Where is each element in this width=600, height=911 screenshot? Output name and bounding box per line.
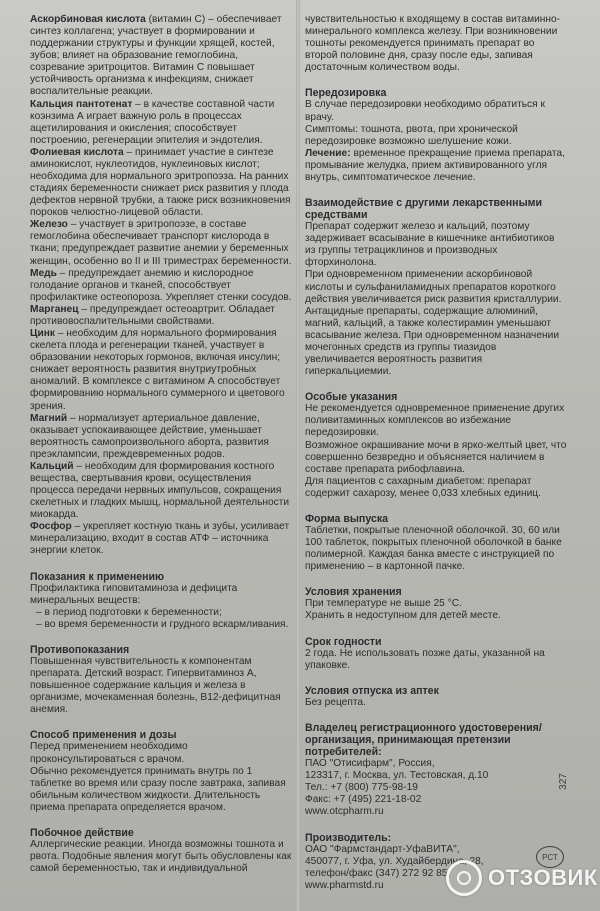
paragraph	[30, 99, 292, 147]
section-heading: Противопоказания	[30, 643, 130, 656]
paragraph	[305, 598, 567, 610]
otzovik-logo-icon	[446, 860, 482, 896]
paragraph-text: www.pharmstd.ru	[305, 879, 384, 891]
paragraph	[305, 525, 567, 573]
term-label: Железо	[30, 219, 68, 231]
right-column	[305, 14, 567, 892]
section-gap	[305, 573, 567, 580]
watermark	[446, 862, 598, 894]
list-item: – в период подготовки к беременности;	[36, 606, 222, 618]
paragraph-text: Обычно рекомендуется принимать внутрь по 1 таблетке во время или сразу после завтрака, запивая обильным количеством жидкости. Длительность приема препарата определяется врачом.	[30, 765, 286, 813]
paragraph	[30, 219, 292, 267]
paragraph	[30, 147, 292, 219]
paragraph	[305, 806, 567, 818]
term-label: Медь	[30, 267, 57, 279]
paragraph-text: Профилактика гиповитаминоза и дефицита минеральных веществ:	[30, 582, 238, 606]
paragraph-text: – предупреждает остеоартрит. Обладает противовоспалительными свойствами.	[30, 303, 275, 327]
paragraph	[305, 476, 567, 500]
term-label: Марганец	[30, 303, 79, 315]
watermark-text: ОТЗОВИК	[488, 865, 598, 890]
paragraph-text: (витамин С) – обеспечивает синтез коллагена; участвует в формировании и поддержании структуры и функции хрящей, костей, зубов; влияет на образование гемоглобина, созревание эритроцитов. Витамин С повышает устойчивость организма к инфекциям, снижает воспалительные реакции.	[30, 14, 282, 98]
term-label: Магний	[30, 412, 68, 424]
paragraph-text: 2 года. Не использовать позже даты, указанной на упаковке.	[305, 647, 545, 671]
page-number: 327	[557, 773, 569, 790]
paragraph-text: Перед применением необходимо проконсультироваться с врачом.	[30, 741, 188, 765]
paragraph-text: Без рецепта.	[305, 696, 366, 708]
paragraph-text: Тел.: +7 (800) 775-98-19	[305, 782, 418, 794]
section-heading: Побочное действие	[30, 826, 134, 839]
term-label: Кальция пантотенат	[30, 98, 133, 110]
paragraph-text: ПАО "Отисифарм", Россия,	[305, 758, 435, 770]
paragraph	[305, 770, 567, 782]
term-label: Фолиевая кислота	[30, 146, 124, 158]
paragraph-text: 450077, г. Уфа, ул. Худайбердина, 28,	[305, 855, 484, 867]
section-heading: Способ применения и дозы	[30, 729, 177, 742]
term-label: Аскорбиновая кислота	[30, 14, 146, 25]
left-column	[30, 14, 292, 875]
paragraph	[30, 839, 292, 875]
section-gap	[30, 631, 292, 638]
paragraph-text: – необходим для нормального формирования скелета плода и регенерации тканей, участвует в образовании некоторых гормонов, включая инсулин; снижает вероятность развития внутриутробных аномалий. В комплексе с витамином А способствует формированию нормального суммерного и цветового зрения.	[30, 328, 285, 412]
paragraph	[305, 14, 567, 74]
paragraph-text: Для пациентов с сахарным диабетом: препарат содержит сахарозу, менее 0,033 хлебных единиц.	[305, 475, 541, 499]
section-heading: Срок годности	[305, 635, 382, 648]
paragraph-text: – участвует в эритропоэзе, в составе гемоглобина обеспечивает транспорт кислорода в ткани; предупреждает развитие анемии у беременных женщин, особенно во II и III триместрах беременности.	[30, 219, 292, 267]
paragraph	[30, 268, 292, 304]
paragraph-text: Симптомы: тошнота, рвота, при хронической передозировке возможно шелушение кожи.	[305, 123, 518, 147]
paragraph-text: – укрепляет костную ткань и зубы, усиливает минерализацию, входит в состав АТФ – источника энергии клеток.	[30, 521, 290, 557]
term-label: Лечение:	[305, 147, 351, 159]
paragraph-text: В случае передозировки необходимо обратиться к врачу.	[305, 99, 545, 123]
paragraph-text: телефон/факс (347) 272 92 85,	[305, 867, 451, 879]
paragraph-text: При одновременном применении аскорбиновой кислоты и сульфаниламидных препаратов короткого действия увеличивается риск развития кристаллурии.	[305, 269, 562, 305]
paragraph-text: ОАО "Фармстандарт-УфаВИТА",	[305, 843, 460, 855]
section-heading: Условия отпуска из аптек	[305, 684, 439, 697]
paragraph-text: чувствительностью к входящему в состав витаминно-минерального комплекса железу. При возникновении тошноты рекомендуется принимать препарат во второй половине дня, сразу после еды, запивая достаточным количеством воды.	[305, 14, 561, 74]
paper-fold	[296, 0, 300, 911]
section-heading: Владелец регистрационного удостоверения/организация, принимающая претензии потребителей:	[305, 721, 542, 759]
section-gap	[30, 558, 292, 565]
paragraph	[30, 461, 292, 521]
paragraph	[305, 148, 567, 184]
paragraph	[305, 697, 567, 709]
paragraph-text: Факс: +7 (495) 221-18-02	[305, 794, 422, 806]
paragraph	[30, 521, 292, 557]
paragraph	[30, 304, 292, 328]
paragraph-text: временное прекращение приема препарата, промывание желудка, прием активированного угля внутрь, симптоматическое лечение.	[305, 147, 565, 183]
paragraph-text: При температуре не выше 25 °С.	[305, 598, 462, 610]
section-heading: Показания к применению	[30, 570, 165, 583]
paragraph	[305, 403, 567, 439]
paragraph	[30, 656, 292, 716]
paragraph	[305, 99, 567, 123]
paragraph	[30, 413, 292, 461]
paragraph-text: – предупреждает анемию и кислородное голодание органов и тканей, способствует профилактике остеопороза. Укрепляет стенки сосудов.	[30, 267, 292, 303]
paragraph	[305, 758, 567, 770]
paragraph	[305, 124, 567, 148]
section-heading: Производитель:	[305, 831, 392, 844]
paragraph-text: – нормализует артериальное давление, оказывает успокаивающее действие, уменьшает вероятность самопроизвольного аборта, развития преэклампсии, преждевременных родов.	[30, 412, 269, 460]
term-label: Фосфор	[30, 521, 72, 533]
section-heading: Условия хранения	[305, 586, 402, 599]
paragraph	[305, 844, 567, 856]
paragraph-text: Аллергические реакции. Иногда возможны тошнота и рвота. Подобные явления могут быть обусловлены как самой беременностью, так и индивидуальной	[30, 839, 292, 875]
paragraph	[305, 794, 567, 806]
section-gap	[305, 819, 567, 826]
section-gap	[305, 709, 567, 716]
paragraph-text: www.otcpharm.ru	[305, 806, 384, 818]
paragraph	[30, 14, 292, 99]
section-heading: Передозировка	[305, 87, 387, 100]
paragraph-text: Хранить в недоступном для детей месте.	[305, 610, 501, 622]
section-gap	[305, 672, 567, 679]
section-heading: Особые указания	[305, 391, 398, 404]
paragraph	[305, 610, 567, 622]
paragraph-text: – принимает участие в синтезе аминокислот, нуклеотидов, нуклеиновых кислот; необходима для нормального эритропоэза. На ранних стадиях беременности снижает риск развития у плода дефектов нервной трубки, а также риск возникновения пороков челюстно-лицевой области.	[30, 146, 291, 219]
section-gap	[305, 500, 567, 507]
section-gap	[305, 74, 567, 81]
paragraph-text: Препарат содержит железо и кальций, поэтому задерживает всасывание в кишечнике антибиотиков из группы тетрациклинов и производных фторхинолона.	[305, 221, 555, 269]
paragraph-text: Антацидные препараты, содержащие алюминий, магний, кальций, а также колестирамин уменьшают всасывание железа. При одновременном назначении мочегонных средств из группы тиазидов увеличивается вероятность развития гиперкальциемии.	[305, 305, 560, 378]
paragraph-text: – необходим для формирования костного вещества, свертывания крови, осуществления процесса передачи нервных импульсов, сокращения скелетных и гладких мышц, нормальной деятельности миокарда.	[30, 460, 290, 521]
paragraph	[305, 306, 567, 378]
list-item: – во время беременности и грудного вскармливания.	[36, 618, 289, 630]
paragraph	[30, 583, 292, 607]
term-label: Цинк	[30, 328, 55, 340]
paragraph	[305, 269, 567, 305]
paragraph-text: Возможное окрашивание мочи в ярко-желтый цвет, что совершенно безвредно и объясняется наличием в составе препарата рибофлавина.	[305, 439, 567, 475]
section-heading: Форма выпуска	[305, 512, 389, 525]
paragraph	[305, 648, 567, 672]
paragraph	[30, 766, 292, 814]
paragraph-text: Таблетки, покрытые пленочной оболочкой. 30, 60 или 100 таблеток, покрытых пленочной оболочкой в банке полимерной. Каждая банка вместе с инструкцией по применению – в картонной пачке.	[305, 524, 562, 573]
paragraph	[305, 440, 567, 476]
paragraph-text: – в качестве составной части коэнзима А играет важную роль в процессах ацетилирования и окисления; способствует построению, регенерации эпителия и эндотелия.	[30, 98, 275, 146]
paragraph	[305, 221, 567, 269]
section-heading: Взаимодействие с другими лекарственными средствами	[305, 197, 542, 222]
section-gap	[305, 623, 567, 630]
section-gap	[305, 378, 567, 385]
paragraph	[30, 328, 292, 413]
paragraph-text: Не рекомендуется одновременное применение других поливитаминных комплексов во избежание передозировки.	[305, 403, 565, 439]
paragraph-text: 123317, г. Москва, ул. Тестовская, д.10	[305, 770, 489, 782]
rst-mark: РСТ	[536, 846, 564, 868]
paragraph	[305, 782, 567, 794]
paragraph-text: Повышенная чувствительность к компонентам препарата. Детский возраст. Гипервитаминоз А, повышенное содержание кальция и железа в организме, мочекаменная болезнь, B12-дефицитная анемия.	[30, 655, 281, 716]
paragraph	[30, 741, 292, 765]
term-label: Кальций	[30, 460, 74, 472]
section-gap	[30, 814, 292, 821]
section-gap	[305, 184, 567, 191]
section-gap	[30, 716, 292, 723]
